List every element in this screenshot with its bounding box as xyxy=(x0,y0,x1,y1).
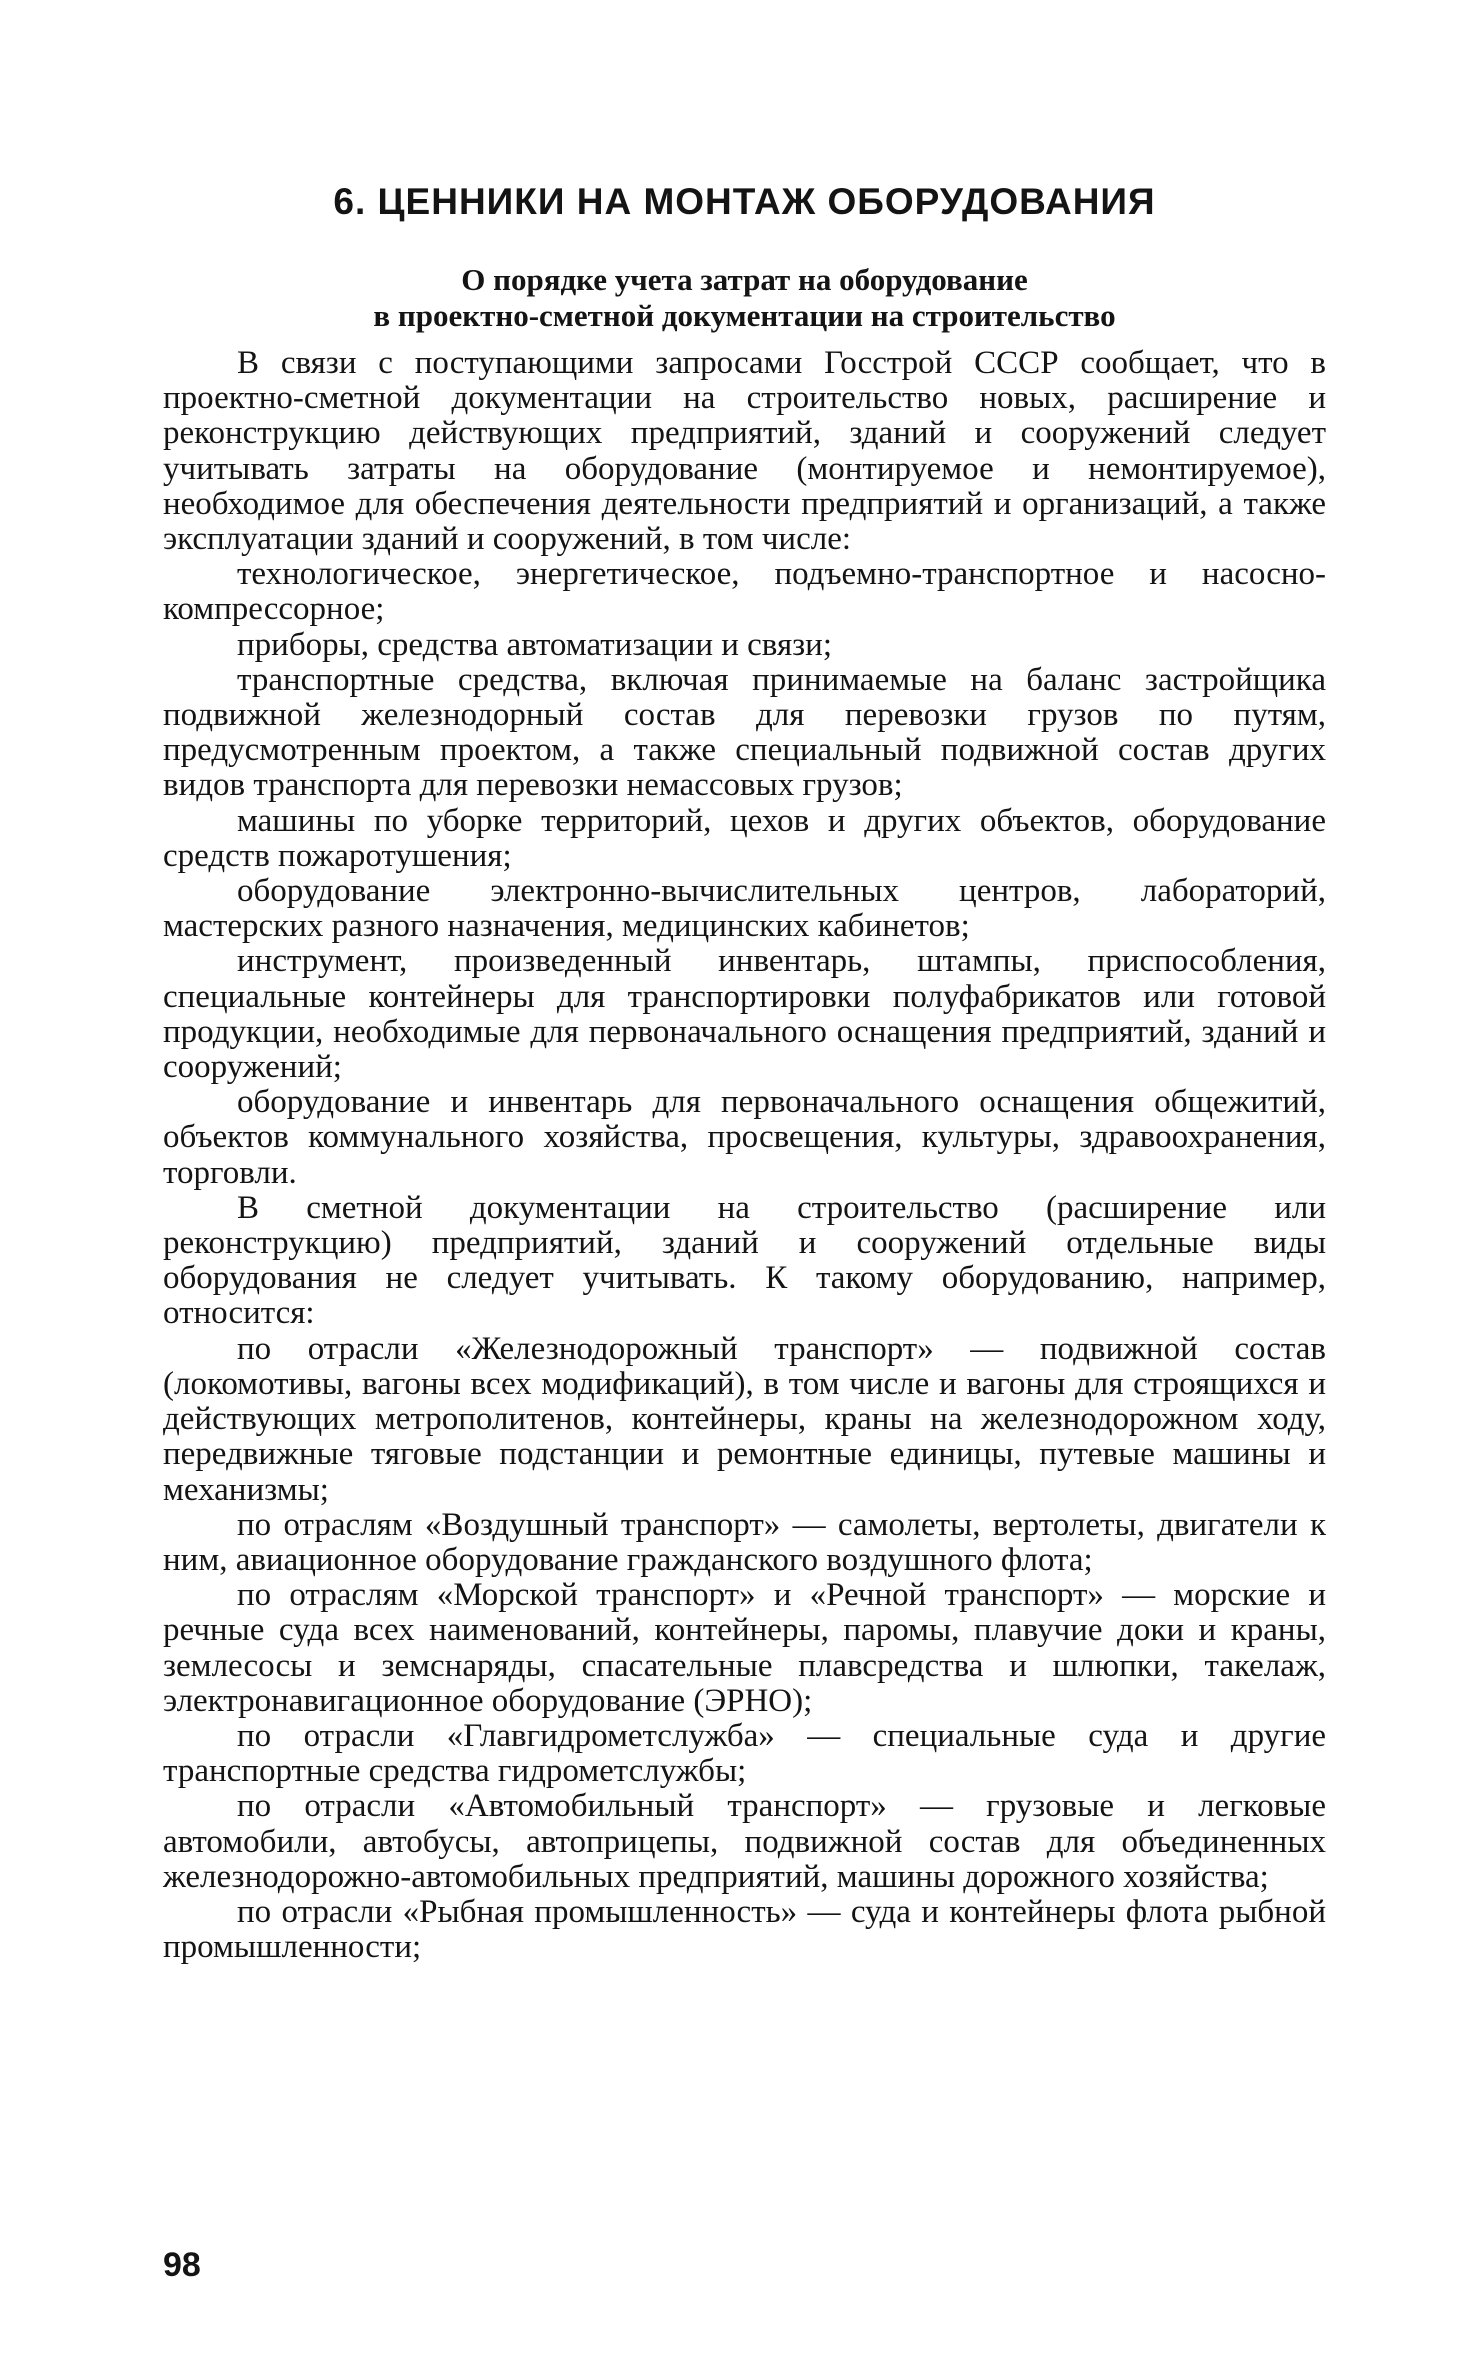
paragraph-computing-centers: оборудование электронно-вычислительных центров, лабораторий, мастерских разного назначения, медицинских кабинетов; xyxy=(163,873,1326,945)
paragraph-intro: В связи с поступающими запросами Госстрой СССР сообщает, что в проектно-сметной документации на строительство новых, расширение и реконструкцию действующих предприятий, зданий и сооружений следует учитывать затраты на оборудование (монтируемое и немонтируемое), необходимое для обеспечения деятельности предприятий и организаций, а также эксплуатации зданий и сооружений, в том числе: xyxy=(163,345,1326,558)
paragraph-hydromet: по отрасли «Главгидрометслужба» — специальные суда и другие транспортные средства гидрометслужбы; xyxy=(163,1717,1326,1790)
paragraph-fishing: по отрасли «Рыбная промышленность» — суда и контейнеры флота рыбной промышленности; xyxy=(163,1893,1326,1966)
paragraph-dormitories: оборудование и инвентарь для первоначального оснащения общежитий, объектов коммунального хозяйства, просвещения, культуры, здравоохранения, торговли. xyxy=(163,1084,1326,1191)
paragraph-cleaning-machines: машины по уборке территорий, цехов и других объектов, оборудование средств пожаротушения; xyxy=(163,802,1326,874)
subheading-line-2: в проектно-сметной документации на строительство xyxy=(373,298,1116,333)
paragraph-excluded-equipment: В сметной документации на строительство (расширение или реконструкцию) предприятий, зданий и сооружений отдельные виды оборудования не следует учитывать. К такому оборудованию, например, относится: xyxy=(163,1189,1326,1332)
paragraph-automobile: по отрасли «Автомобильный транспорт» — грузовые и легковые автомобили, автобусы, автоприцепы, подвижной состав для объединенных железнодорожно-автомобильных предприятий, машины дорожного хозяйства; xyxy=(163,1788,1326,1895)
paragraph-vehicles: транспортные средства, включая принимаемые на баланс застройщика подвижной железнодорный состав для перевозки грузов по путям, предусмотренным проектом, а также специальный подвижной состав других видов транспорта для перевозки немассовых грузов; xyxy=(163,661,1326,804)
page-number: 98 xyxy=(163,2246,201,2284)
paragraph-instruments: приборы, средства автоматизации и связи; xyxy=(237,626,832,663)
paragraph-technological: технологическое, энергетическое, подъемно-транспортное и насосно-компрессорное; xyxy=(163,556,1326,628)
paragraph-sea-river-transport: по отраслям «Морской транспорт» и «Речной транспорт» — морские и речные суда всех наименований, контейнеры, паромы, плавучие доки и краны, землесосы и земснаряды, спасательные плавсредства и шлюпки, такелаж, электронавигационное оборудование (ЭРНО); xyxy=(163,1577,1326,1719)
section-subheading xyxy=(163,262,1326,334)
paragraph-tools-inventory: инструмент, произведенный инвентарь, штампы, приспособления, специальные контейнеры для транспортировки полуфабрикатов или готовой продукции, необходимые для первоначального оснащения предприятий, зданий и сооружений; xyxy=(163,943,1326,1086)
document-page xyxy=(163,180,1326,1965)
body-text xyxy=(163,346,1326,1965)
paragraph-air-transport: по отраслям «Воздушный транспорт» — самолеты, вертолеты, двигатели к ним, авиационное оборудование гражданского воздушного флота; xyxy=(163,1506,1326,1578)
subheading-line-1: О порядке учета затрат на оборудование xyxy=(461,262,1028,297)
paragraph-railway: по отрасли «Железнодорожный транспорт» — подвижной состав (локомотивы, вагоны всех модификаций), в том числе и вагоны для строящихся и действующих метрополитенов, контейнеры, краны на железнодорожном ходу, передвижные тяговые подстанции и ремонтные единицы, путевые машины и механизмы; xyxy=(163,1330,1326,1508)
chapter-title: 6. ЦЕННИКИ НА МОНТАЖ ОБОРУДОВАНИЯ xyxy=(333,181,1156,222)
